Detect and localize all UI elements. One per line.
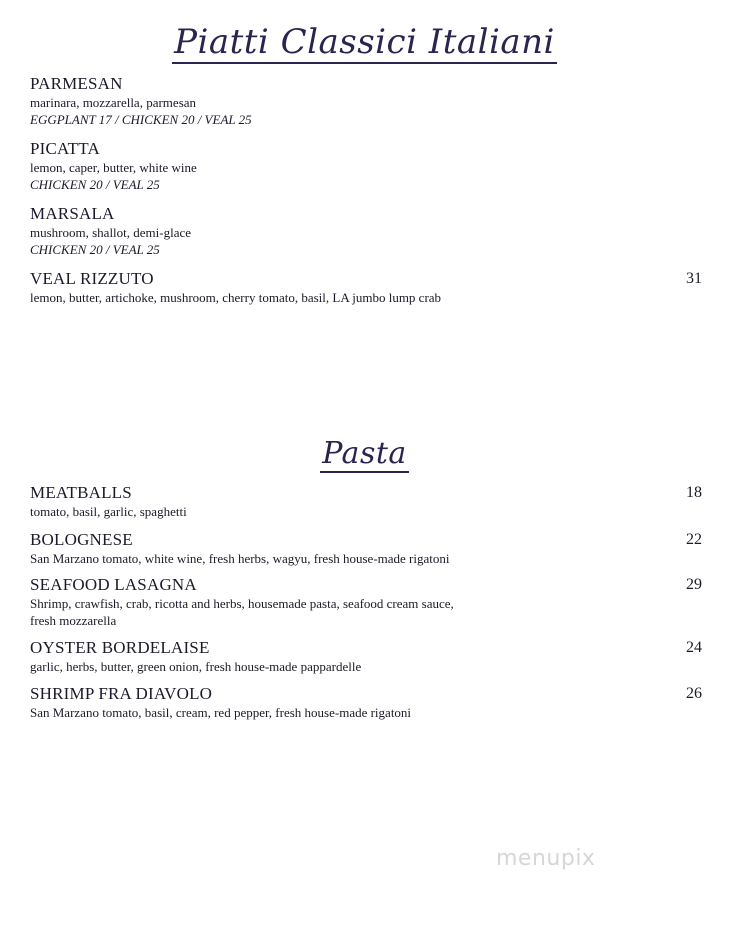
item-price: 18 bbox=[686, 484, 702, 501]
menupix-watermark: menupix bbox=[496, 846, 596, 871]
item-name: BOLOGNESE bbox=[30, 530, 133, 549]
item-price: 26 bbox=[686, 685, 702, 702]
item-description: mushroom, shallot, demi-glace bbox=[30, 225, 192, 240]
item-description-continued: fresh mozzarella bbox=[30, 613, 117, 628]
menu-item-meatballs bbox=[30, 483, 702, 520]
item-name: MEATBALLS bbox=[30, 483, 132, 502]
item-name: PICATTA bbox=[30, 139, 100, 158]
item-price: 29 bbox=[686, 576, 702, 593]
menu-item-picatta bbox=[30, 139, 702, 193]
item-price-options: CHICKEN 20 / VEAL 25 bbox=[30, 177, 160, 192]
item-name: OYSTER BORDELAISE bbox=[30, 638, 210, 657]
item-description: marinara, mozzarella, parmesan bbox=[30, 95, 197, 110]
section-title-piatti: Piatti Classici Italiani bbox=[174, 22, 555, 62]
item-price-options: CHICKEN 20 / VEAL 25 bbox=[30, 242, 160, 257]
item-description: garlic, herbs, butter, green onion, fresh house-made pappardelle bbox=[30, 659, 362, 674]
item-description: lemon, butter, artichoke, mushroom, cherry tomato, basil, LA jumbo lump crab bbox=[30, 290, 442, 305]
menu-item-marsala bbox=[30, 204, 702, 258]
item-description: lemon, caper, butter, white wine bbox=[30, 160, 197, 175]
menu-item-parmesan bbox=[30, 74, 702, 128]
item-price: 22 bbox=[686, 531, 702, 548]
item-name: VEAL RIZZUTO bbox=[30, 269, 154, 288]
item-description: Shrimp, crawfish, crab, ricotta and herbs, housemade pasta, seafood cream sauce, bbox=[30, 596, 454, 611]
item-description: San Marzano tomato, white wine, fresh herbs, wagyu, fresh house-made rigatoni bbox=[30, 551, 450, 566]
item-name: MARSALA bbox=[30, 204, 115, 223]
section-title-pasta: Pasta bbox=[322, 436, 407, 471]
item-description: tomato, basil, garlic, spaghetti bbox=[30, 504, 187, 519]
menu-item-bolognese bbox=[30, 530, 702, 567]
item-price: 24 bbox=[686, 639, 702, 656]
item-name: SHRIMP FRA DIAVOLO bbox=[30, 684, 213, 703]
item-name: SEAFOOD LASAGNA bbox=[30, 575, 197, 594]
menu-item-seafood-lasagna bbox=[30, 575, 702, 629]
menu-item-veal-rizzuto bbox=[30, 269, 702, 306]
item-price-options: EGGPLANT 17 / CHICKEN 20 / VEAL 25 bbox=[30, 112, 252, 127]
menu-item-oyster-bordelaise bbox=[30, 638, 702, 675]
menu-item-shrimp-fra-diavolo bbox=[30, 684, 702, 721]
item-price: 31 bbox=[686, 270, 702, 287]
item-description: San Marzano tomato, basil, cream, red pepper, fresh house-made rigatoni bbox=[30, 705, 412, 720]
item-name: PARMESAN bbox=[30, 74, 123, 93]
